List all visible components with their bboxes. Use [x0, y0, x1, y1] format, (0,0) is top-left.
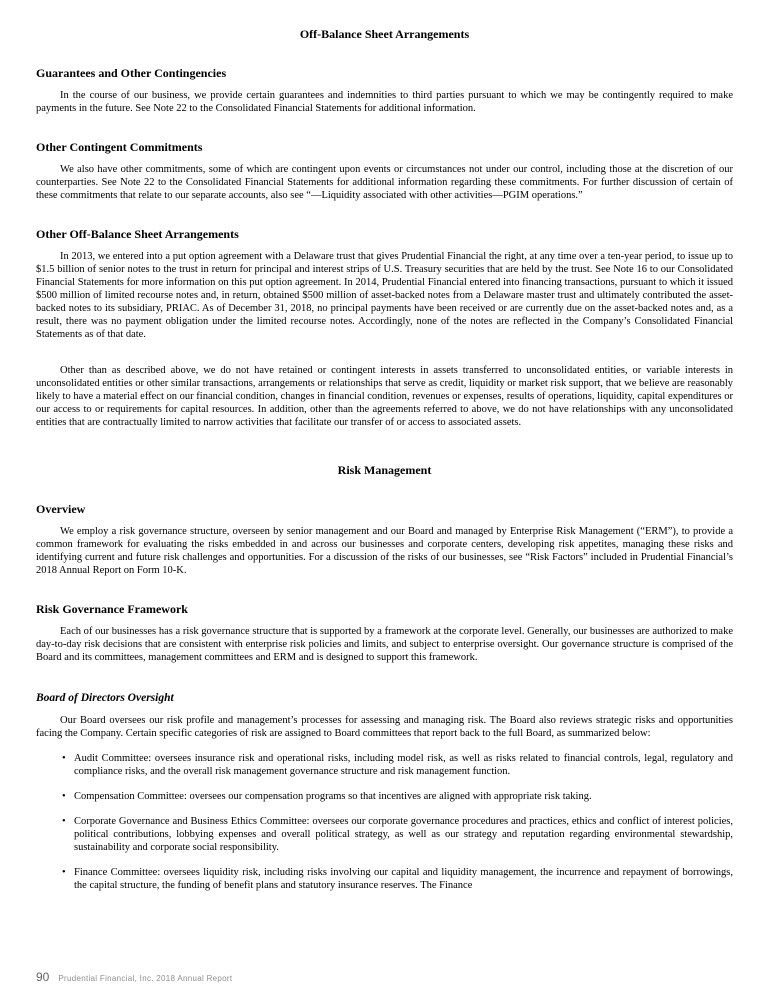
heading-board-of-directors-oversight: Board of Directors Oversight	[36, 692, 174, 704]
heading-guarantees-and-other-contingencies: Guarantees and Other Contingencies	[36, 66, 227, 80]
page-number: 90	[36, 970, 50, 984]
committee-bullet-list	[60, 752, 733, 892]
report-title-label: Prudential Financial, Inc. 2018 Annual Report	[58, 974, 233, 983]
bullet-corporate-governance-committee: • Corporate Governance and Business Ethics Committee: oversees our corporate governance procedures and practices, ethics and conflict of interest policies, political contributions, lobbying expenses and overall political strategy, as well as our strategy and reputation regarding environmental stewardship, sustainability and corporate social responsibility.	[60, 815, 733, 854]
bullet-finance-committee: • Finance Committee: oversees liquidity risk, including risks involving our capital and liquidity management, the incurrence and repayment of borrowings, the capital structure, the funding of benefit plans and statutory insurance reserves. The Finance	[60, 866, 733, 892]
bullet-audit-committee: • Audit Committee: oversees insurance risk and operational risks, including model risk, as well as risks related to financial controls, legal, regulatory and compliance risks, and the overall risk management governance structure and risk management function.	[60, 752, 733, 778]
page-footer	[36, 970, 232, 984]
title-risk-management: Risk Management	[337, 463, 432, 477]
paragraph-guarantees: In the course of our business, we provide certain guarantees and indemnities to third parties pursuant to which we may be contingently required to make payments in the future. See Note 22 to the Consolidated Financial Statements for additional information.	[36, 90, 733, 114]
heading-other-contingent-commitments: Other Contingent Commitments	[36, 140, 203, 154]
heading-risk-governance-framework: Risk Governance Framework	[36, 602, 188, 616]
title-off-balance-sheet-arrangements: Off-Balance Sheet Arrangements	[299, 27, 470, 41]
paragraph-framework: Each of our businesses has a risk governance structure that is supported by a framework at the corporate level. Generally, our businesses are authorized to make day-to-day risk decisions that are consistent with enterprise risk policies and limits, and subject to enterprise oversight. Our governance structure is comprised of the Board and its committees, management committees and ERM and is designed to support this framework.	[36, 626, 733, 663]
paragraph-other-arrangements-1: In 2013, we entered into a put option agreement with a Delaware trust that gives Prudential Financial the right, at any time over a ten-year period, to issue up to $1.5 billion of senior notes to the trust in return for principal and interest strips of U.S. Treasury securities that are held by the trust. See Note 16 to our Consolidated Financial Statements for more information on this put option agreement. In 2014, Prudential Financial entered into financing transactions, pursuant to which it issued $500 million of limited recourse notes and, in return, obtained $500 million of asset-backed notes from a Delaware master trust and ultimately contributed the asset-backed notes to its subsidiary, PRIAC. As of December 31, 2018, no principal payments have been received or are currently due on the asset-backed notes and, as a result, there was no payment obligation under the limited recourse notes. Accordingly, none of the notes are reflected in the Company’s Consolidated Financial Statements as of that date.	[36, 251, 733, 340]
heading-other-off-balance-sheet-arrangements: Other Off-Balance Sheet Arrangements	[36, 227, 239, 241]
paragraph-board-oversight: Our Board oversees our risk profile and management’s processes for assessing and managing risk. The Board also reviews strategic risks and opportunities facing the Company. Certain specific categories of risk are assigned to Board committees that report back to the full Board, as summarized below:	[36, 715, 733, 739]
paragraph-other-arrangements-2: Other than as described above, we do not have retained or contingent interests in assets transferred to unconsolidated entities, or variable interests in unconsolidated entities or other similar transactions, arrangements or relationships that serve as credit, liquidity or market risk support, that we believe are reasonably likely to have a material effect on our financial condition, changes in financial condition, revenues or expenses, results of operations, liquidity, capital expenditures or our access to or requirements for capital resources. In addition, other than the agreements referred to above, we do not have relationships with any unconsolidated entities that are contractually limited to narrow activities that facilitate our transfer of or access to associated assets.	[36, 365, 733, 428]
heading-overview: Overview	[36, 502, 86, 516]
paragraph-contingent-commitments: We also have other commitments, some of which are contingent upon events or circumstances not under our control, including those at the discretion of our counterparties. See Note 22 to the Consolidated Financial Statements for additional information regarding these commitments. For further discussion of certain of these commitments that relate to our separate accounts, also see “—Liquidity associated with other activities—PGIM operations.”	[36, 164, 733, 201]
paragraph-overview: We employ a risk governance structure, overseen by senior management and our Board and managed by Enterprise Risk Management (“ERM”), to provide a common framework for evaluating the risks embedded in and across our businesses and corporate centers, developing risk appetites, managing these risks and identifying current and future risk challenges and opportunities. For a discussion of the risks of our businesses, see “Risk Factors” included in Prudential Financial’s 2018 Annual Report on Form 10-K.	[36, 526, 733, 576]
bullet-compensation-committee: • Compensation Committee: oversees our compensation programs so that incentives are aligned with appropriate risk taking.	[60, 790, 733, 803]
